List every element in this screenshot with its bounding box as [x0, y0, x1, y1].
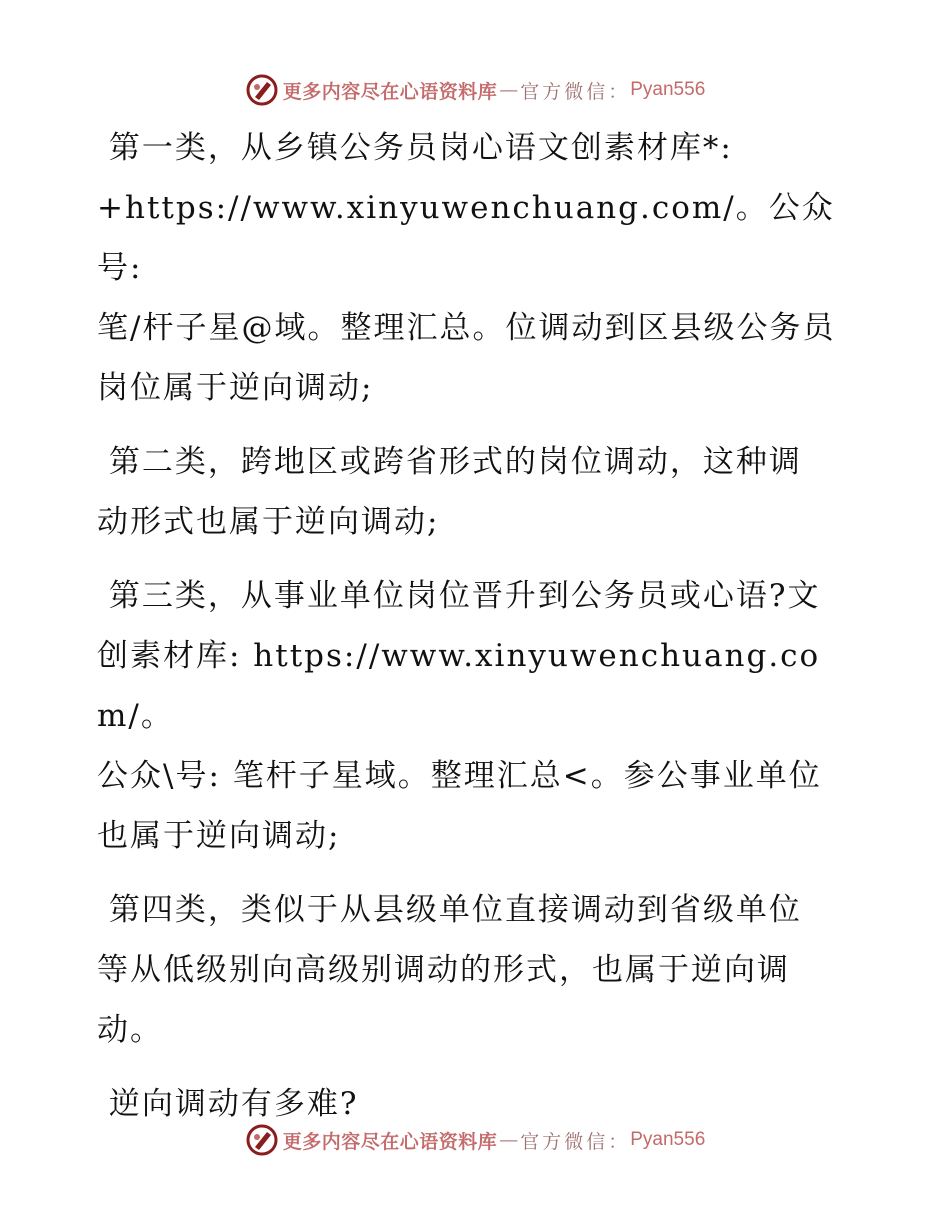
banner-separator: — [499, 79, 519, 101]
pen-logo-icon [245, 73, 279, 107]
paragraph-question: 逆向调动有多难? [97, 1086, 359, 1122]
paragraph-category-4: 第四类，类似于从县级单位直接调动到省级单位 等从低级别向高级别调动的形式，也属于逆向调 动。 [97, 892, 802, 1048]
pen-logo-icon [245, 1123, 279, 1157]
banner-wechat-id: Pyan556 [630, 1129, 706, 1150]
banner-official-label: 官方微信： [520, 80, 631, 103]
paragraph-category-3: 第三类，从事业单位岗位晋升到公务员或心语?文 创素材库: https://www.xinyuwenchuang.com/。 公众\号: 笔杆子星域。整理汇总<。参公事业单位 也属于逆向调动; [97, 578, 822, 854]
banner-separator: — [499, 1129, 519, 1151]
banner-official-label: 官方微信： [520, 1130, 631, 1153]
paragraph-category-2: 第二类，跨地区或跨省形式的岗位调动，这种调 动形式也属于逆向调动; [97, 444, 802, 540]
paragraph-category-1: 第一类，从乡镇公务员岗心语文创素材库*: +https://www.xinyuwenchuang.com/。公众号: 笔/杆子星@域。整理汇总。位调动到区县级公务员 岗位属于逆向调动; [97, 130, 836, 406]
banner-wechat-id: Pyan556 [630, 79, 706, 100]
document-body [97, 118, 857, 1148]
footer-banner [0, 1120, 950, 1160]
header-banner [0, 70, 950, 110]
banner-site-text: 更多内容尽在心语资料库 [282, 1130, 498, 1153]
banner-site-text: 更多内容尽在心语资料库 [282, 80, 498, 103]
